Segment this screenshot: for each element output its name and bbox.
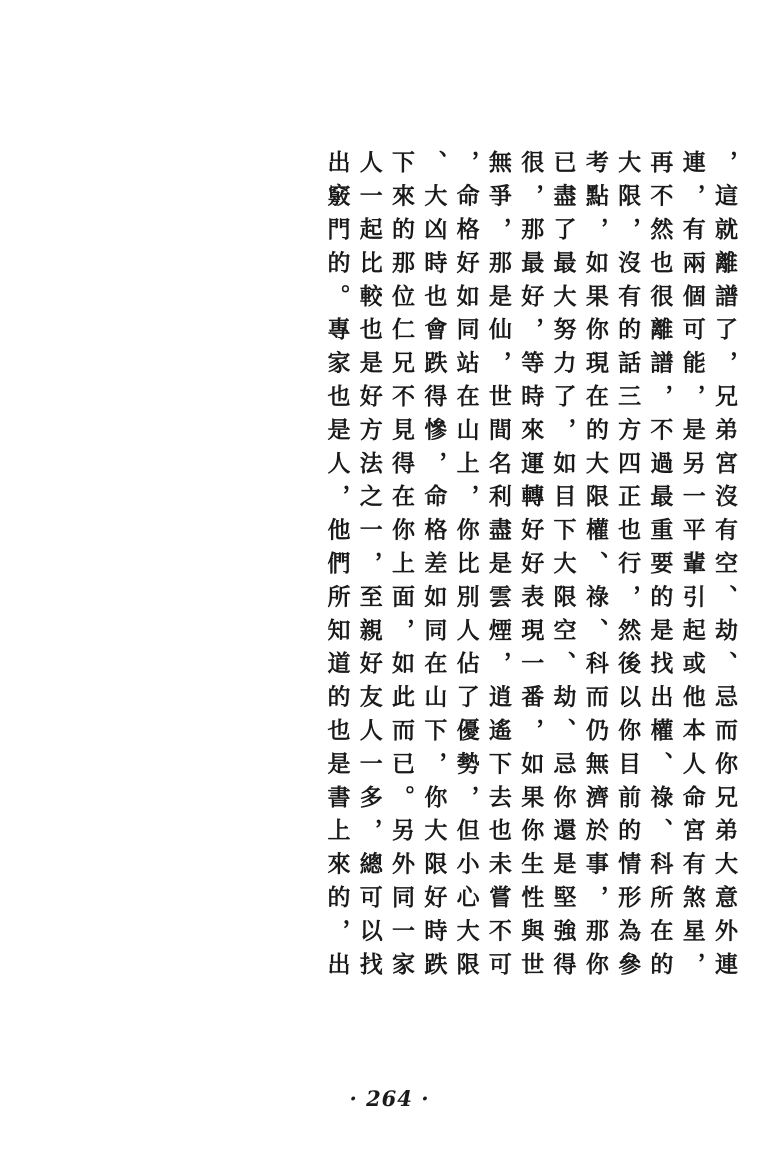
- text-column: 很，那最好，等時來運轉好好表現一番，如果你生性與世: [517, 150, 545, 985]
- text-column: 大限，沒有的話三方四正也行，然後以你目前的情形為參: [614, 150, 642, 985]
- text-column: 考點，如果你現在的大限權、祿、科而仍無濟於事，那你: [581, 150, 609, 985]
- text-column: 出竅門的。專家也是人，他們所知道的也是書上來的，出: [323, 150, 351, 985]
- text-column: 連，有兩個可能，是另一平輩引起或他本人命宮有煞星，: [678, 150, 706, 985]
- text-column: 再不然也很離譜，不過最重要的是找出權、祿、科所在的: [646, 150, 674, 985]
- text-column: 、大凶時也會跌得慘，命格差如同在山下，你大限好時跌: [420, 150, 448, 985]
- page-number: · 264 ·: [349, 1086, 430, 1111]
- text-column: 下來的那位仁兄不見得在你上面，如此而已。另外同一家: [388, 150, 416, 985]
- text-column: 人一起比較也是好方法之一，至親好友人一多，總可以找: [355, 150, 383, 985]
- text-column: 已盡了最大努力了，如目下大限空、劫、忌你還是堅強得: [549, 150, 577, 985]
- text-column: ，這就離譜了，兄弟宮沒有空、劫、忌而你兄弟大意外連: [711, 150, 738, 985]
- body-text: [40, 150, 740, 990]
- text-column: ，命格好如同站在山上，你比別人佔了優勢，但小心大限: [452, 150, 480, 985]
- text-column: 無爭，那是仙，世間名利盡是雲煙，逍遙下去也未嘗不可: [484, 150, 512, 985]
